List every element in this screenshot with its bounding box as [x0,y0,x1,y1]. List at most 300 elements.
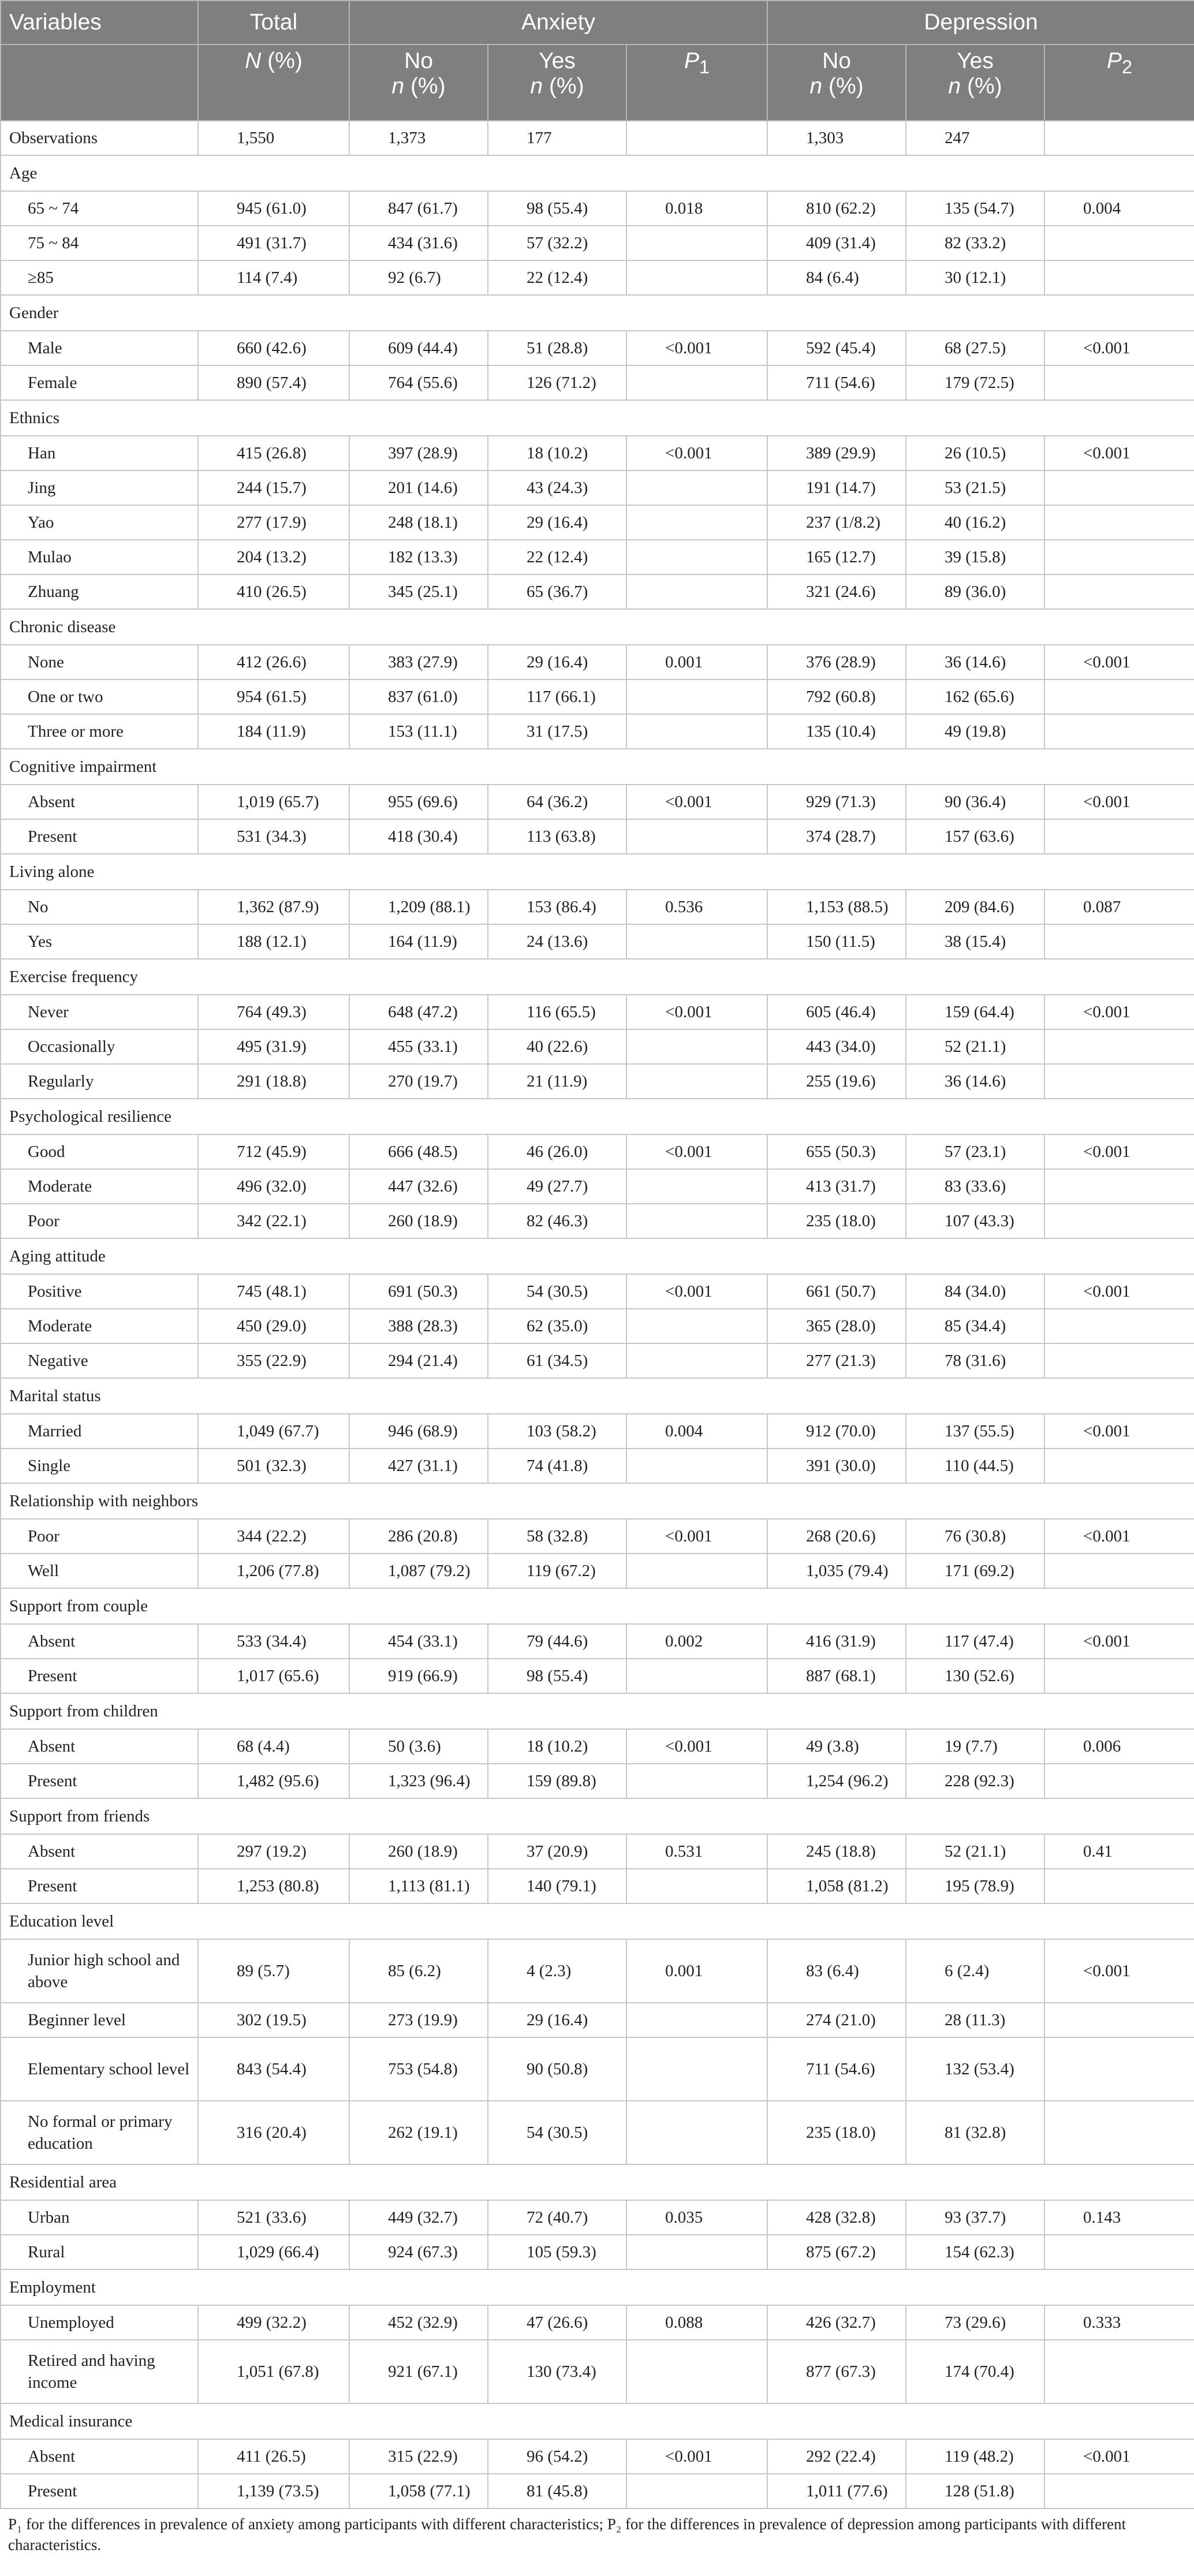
table-cell: 247 [906,121,1044,155]
footnote: P₁ for the differences in prevalence of anxiety among participants with different characteristics; P₂ for the differences in prevalence of depression among participants with different characteristics. [8,2515,1126,2553]
table-row [1,1764,1194,1798]
table-cell: 495 (31.9) [198,1029,349,1064]
table-cell: <0.001 [626,785,767,819]
table-cell: 188 (12.1) [198,924,349,959]
table-cell: 82 (33.2) [906,226,1044,260]
row-label: Jing [1,471,198,505]
table-cell: 745 (48.1) [198,1274,349,1309]
table-row [1,714,1194,749]
table-cell [1044,505,1194,540]
section-header-row [1,1238,1194,1274]
section-header-row [1,2164,1194,2200]
row-label: 65 ~ 74 [1,191,198,226]
table-cell: 268 (20.6) [767,1519,906,1554]
table-cell: 81 (32.8) [906,2101,1044,2164]
table-cell: 29 (16.4) [488,505,626,540]
table-row [1,1939,1194,2003]
table-cell: 113 (63.8) [488,819,626,854]
table-cell: 40 (16.2) [906,505,1044,540]
table-row [1,1274,1194,1309]
table-cell [626,1343,767,1378]
row-label: Absent [1,1624,198,1659]
table-cell: 90 (36.4) [906,785,1044,819]
table-cell: 52 (21.1) [906,1029,1044,1064]
table-cell: 49 (27.7) [488,1169,626,1204]
table-cell: <0.001 [1044,1519,1194,1554]
table-cell: 40 (22.6) [488,1029,626,1064]
table-cell: 6 (2.4) [906,1939,1044,2003]
table-cell: 74 (41.8) [488,1448,626,1483]
table-cell [1044,819,1194,854]
table-cell: 78 (31.6) [906,1343,1044,1378]
table-cell [626,1029,767,1064]
table-cell: 36 (14.6) [906,1064,1044,1099]
row-label: Good [1,1134,198,1169]
row-label: Beginner level [1,2003,198,2037]
table-cell: 321 (24.6) [767,574,906,609]
table-cell: 416 (31.9) [767,1624,906,1659]
table-cell: 1,323 (96.4) [349,1764,488,1798]
table-cell: 1,087 (79.2) [349,1554,488,1588]
table-cell [1044,540,1194,574]
table-row [1,1169,1194,1204]
table-cell: 454 (33.1) [349,1624,488,1659]
table-cell: 174 (70.4) [906,2340,1044,2403]
table-cell: <0.001 [1044,436,1194,471]
table-row [1,365,1194,400]
table-cell: 792 (60.8) [767,680,906,714]
table-cell [626,2474,767,2508]
table-cell: 342 (22.1) [198,1204,349,1238]
table-cell: 24 (13.6) [488,924,626,959]
table-row [1,2305,1194,2340]
table-cell: 412 (26.6) [198,645,349,680]
row-label: Negative [1,1343,198,1378]
table-cell: 890 (57.4) [198,365,349,400]
table-cell: 43 (24.3) [488,471,626,505]
table-row [1,191,1194,226]
section-header-row [1,400,1194,436]
table-cell: 49 (19.8) [906,714,1044,749]
table-cell: 0.088 [626,2305,767,2340]
section-header-row [1,1903,1194,1939]
row-label: Absent [1,1729,198,1764]
table-cell: 0.035 [626,2200,767,2235]
table-cell: 76 (30.8) [906,1519,1044,1554]
table-cell: 355 (22.9) [198,1343,349,1378]
table-cell: 0.018 [626,191,767,226]
table-row [1,1554,1194,1588]
table-cell: 1,206 (77.8) [198,1554,349,1588]
table-cell: 110 (44.5) [906,1448,1044,1483]
table-cell: <0.001 [626,331,767,365]
table-cell [626,1309,767,1343]
table-cell: 847 (61.7) [349,191,488,226]
table-cell: 98 (55.4) [488,1659,626,1693]
table-cell: 501 (32.3) [198,1448,349,1483]
table-cell: 244 (15.7) [198,471,349,505]
section-title: Chronic disease [1,609,1194,645]
section-title: Employment [1,2269,1194,2305]
table-row [1,1834,1194,1869]
row-label: Occasionally [1,1029,198,1064]
table-cell: 1,303 [767,121,906,155]
table-cell: 248 (18.1) [349,505,488,540]
table-row [1,226,1194,260]
row-label: Junior high school and above [1,1939,198,2003]
table-cell: 388 (28.3) [349,1309,488,1343]
table-cell: 274 (21.0) [767,2003,906,2037]
table-cell: 119 (48.2) [906,2439,1044,2474]
section-header-row [1,295,1194,331]
row-label: Unemployed [1,2305,198,2340]
table-cell: 929 (71.3) [767,785,906,819]
table-cell: 54 (30.5) [488,1274,626,1309]
table-cell: 201 (14.6) [349,471,488,505]
table-cell: 51 (28.8) [488,331,626,365]
table-cell: 711 (54.6) [767,2037,906,2101]
section-title: Ethnics [1,400,1194,436]
table-cell: 116 (65.5) [488,995,626,1029]
table-cell: 126 (71.2) [488,365,626,400]
table-cell: 533 (34.4) [198,1624,349,1659]
table-cell: 666 (48.5) [349,1134,488,1169]
table-row [1,331,1194,365]
table-cell: 273 (19.9) [349,2003,488,2037]
table-cell: 83 (6.4) [767,1939,906,2003]
table-cell: 297 (19.2) [198,1834,349,1869]
table-cell: 62 (35.0) [488,1309,626,1343]
table-cell: 954 (61.5) [198,680,349,714]
table-cell: 72 (40.7) [488,2200,626,2235]
header-total: Total [198,1,349,44]
row-label: Retired and having income [1,2340,198,2403]
table-cell [626,1169,767,1204]
table-cell: 887 (68.1) [767,1659,906,1693]
table-cell: 344 (22.2) [198,1519,349,1554]
section-title: Support from couple [1,1588,1194,1624]
section-header-row [1,2403,1194,2439]
table-cell: 413 (31.7) [767,1169,906,1204]
row-label: Yao [1,505,198,540]
table-cell: 491 (31.7) [198,226,349,260]
table-cell [1044,260,1194,295]
table-cell: 764 (49.3) [198,995,349,1029]
table-cell: <0.001 [1044,995,1194,1029]
header-depression-yes: Yes n (%) [906,44,1044,121]
header-anxiety: Anxiety [349,1,767,44]
table-cell: 73 (29.6) [906,2305,1044,2340]
row-label: Rural [1,2235,198,2269]
table-cell [1044,1169,1194,1204]
table-cell: 655 (50.3) [767,1134,906,1169]
table-cell: 128 (51.8) [906,2474,1044,2508]
table-cell: 1,253 (80.8) [198,1869,349,1903]
table-cell: 1,029 (66.4) [198,2235,349,2269]
table-cell [626,471,767,505]
table-cell [1044,1659,1194,1693]
table-cell: 68 (4.4) [198,1729,349,1764]
table-cell: 159 (64.4) [906,995,1044,1029]
row-label: One or two [1,680,198,714]
table-cell: 877 (67.3) [767,2340,906,2403]
table-cell: 427 (31.1) [349,1448,488,1483]
table-cell: 137 (55.5) [906,1414,1044,1448]
section-header-row [1,854,1194,890]
table-row [1,995,1194,1029]
table-row [1,471,1194,505]
table-row [1,2474,1194,2508]
section-title: Exercise frequency [1,959,1194,995]
table-cell [1044,2235,1194,2269]
table-cell: 184 (11.9) [198,714,349,749]
table-row [1,540,1194,574]
table-cell: 711 (54.6) [767,365,906,400]
table-row [1,2439,1194,2474]
section-title: Gender [1,295,1194,331]
table-cell: 592 (45.4) [767,331,906,365]
header-anxiety-no: No n (%) [349,44,488,121]
table-cell: <0.001 [1044,785,1194,819]
table-cell: <0.001 [626,1519,767,1554]
table-cell: 447 (32.6) [349,1169,488,1204]
table-cell: 0.536 [626,890,767,924]
table-cell: <0.001 [626,2439,767,2474]
table-cell: 90 (50.8) [488,2037,626,2101]
table-cell: 105 (59.3) [488,2235,626,2269]
table-cell: 843 (54.4) [198,2037,349,2101]
table-row [1,890,1194,924]
table-row [1,680,1194,714]
table-cell: 660 (42.6) [198,331,349,365]
section-title: Support from friends [1,1798,1194,1834]
table-cell: 89 (5.7) [198,1939,349,2003]
table-cell: 397 (28.9) [349,436,488,471]
table-cell: 270 (19.7) [349,1064,488,1099]
table-row [1,819,1194,854]
table-cell [626,1204,767,1238]
table-cell: 171 (69.2) [906,1554,1044,1588]
table-row [1,436,1194,471]
table-cell: 712 (45.9) [198,1134,349,1169]
table-cell: 837 (61.0) [349,680,488,714]
row-label: Absent [1,2439,198,2474]
table-cell: 1,113 (81.1) [349,1869,488,1903]
table-cell: 521 (33.6) [198,2200,349,2235]
table-cell [626,2101,767,2164]
table-cell: 0.001 [626,645,767,680]
row-label: Married [1,1414,198,1448]
row-label: Well [1,1554,198,1588]
table-cell: 605 (46.4) [767,995,906,1029]
table-row [1,2340,1194,2403]
header-depression-no: No n (%) [767,44,906,121]
table-row [1,1029,1194,1064]
table-cell: 177 [488,121,626,155]
table-cell: 117 (47.4) [906,1624,1044,1659]
table-cell: 28 (11.3) [906,2003,1044,2037]
table-cell: 1,153 (88.5) [767,890,906,924]
section-header-row [1,609,1194,645]
table-cell: 434 (31.6) [349,226,488,260]
table-cell: 0.087 [1044,890,1194,924]
table-cell: 389 (29.9) [767,436,906,471]
table-cell: 924 (67.3) [349,2235,488,2269]
table-cell [1044,2474,1194,2508]
table-cell: 83 (33.6) [906,1169,1044,1204]
table-cell: 0.004 [626,1414,767,1448]
table-cell [626,924,767,959]
table-cell [626,1659,767,1693]
table-cell: 119 (67.2) [488,1554,626,1588]
table-cell: 499 (32.2) [198,2305,349,2340]
table-cell: 18 (10.2) [488,1729,626,1764]
row-label: Present [1,1659,198,1693]
table-cell [1044,226,1194,260]
table-cell: 452 (32.9) [349,2305,488,2340]
table-cell: 96 (54.2) [488,2439,626,2474]
table-cell: 29 (16.4) [488,645,626,680]
table-cell: 0.143 [1044,2200,1194,2235]
section-title: Medical insurance [1,2403,1194,2439]
table-cell: <0.001 [1044,1624,1194,1659]
table-cell: 153 (11.1) [349,714,488,749]
table-cell: 383 (27.9) [349,645,488,680]
table-cell: 36 (14.6) [906,645,1044,680]
table-cell: 1,049 (67.7) [198,1414,349,1448]
table-cell: 26 (10.5) [906,436,1044,471]
table-cell: 0.001 [626,1939,767,2003]
table-cell: 1,254 (96.2) [767,1764,906,1798]
table-cell: 316 (20.4) [198,2101,349,2164]
table-cell: 54 (30.5) [488,2101,626,2164]
table-cell: <0.001 [1044,1134,1194,1169]
table-cell [1044,2340,1194,2403]
table-cell: 84 (6.4) [767,260,906,295]
table-cell: 61 (34.5) [488,1343,626,1378]
table-cell: 661 (50.7) [767,1274,906,1309]
row-label: Absent [1,785,198,819]
table-cell: 1,373 [349,121,488,155]
table-cell [626,121,767,155]
row-label: Yes [1,924,198,959]
section-header-row [1,2269,1194,2305]
row-label: Present [1,819,198,854]
table-cell: 449 (32.7) [349,2200,488,2235]
table-cell: 204 (13.2) [198,540,349,574]
table-cell: <0.001 [1044,331,1194,365]
table-cell: 85 (34.4) [906,1309,1044,1343]
table-cell: 29 (16.4) [488,2003,626,2037]
table-cell: 4 (2.3) [488,1939,626,2003]
table-cell [1044,471,1194,505]
table-cell: 443 (34.0) [767,1029,906,1064]
table-cell: 302 (19.5) [198,2003,349,2037]
table-cell: 22 (12.4) [488,260,626,295]
table-cell [626,540,767,574]
table-cell: 38 (15.4) [906,924,1044,959]
table-cell: <0.001 [1044,1414,1194,1448]
table-cell [626,2037,767,2101]
table-cell: 0.41 [1044,1834,1194,1869]
table-cell: 753 (54.8) [349,2037,488,2101]
table-row [1,645,1194,680]
header-variables: Variables [1,1,198,44]
table-cell [1044,714,1194,749]
section-title: Aging attitude [1,1238,1194,1274]
table-cell: 294 (21.4) [349,1343,488,1378]
table-cell: <0.001 [626,995,767,1029]
table-cell [626,714,767,749]
table-cell [1044,1554,1194,1588]
table-cell: 165 (12.7) [767,540,906,574]
table-cell: 955 (69.6) [349,785,488,819]
table-cell: 150 (11.5) [767,924,906,959]
table-cell [626,1448,767,1483]
header-anxiety-yes: Yes n (%) [488,44,626,121]
section-title: Cognitive impairment [1,749,1194,785]
table-cell: 179 (72.5) [906,365,1044,400]
table-row [1,1414,1194,1448]
section-header-row [1,1798,1194,1834]
observations-label: Observations [1,121,198,155]
row-label: Han [1,436,198,471]
table-cell: <0.001 [626,1274,767,1309]
table-cell [626,1764,767,1798]
table-row [1,785,1194,819]
table-cell: 85 (6.2) [349,1939,488,2003]
table-cell: 365 (28.0) [767,1309,906,1343]
table-row [1,1624,1194,1659]
table-cell [1044,365,1194,400]
table-row [1,1134,1194,1169]
table-cell: <0.001 [626,436,767,471]
row-label: Moderate [1,1309,198,1343]
table-cell: 39 (15.8) [906,540,1044,574]
table-row [1,1343,1194,1378]
table-cell [1044,2037,1194,2101]
table-cell: 418 (30.4) [349,819,488,854]
table-cell [1044,924,1194,959]
table-cell: 57 (23.1) [906,1134,1044,1169]
section-header-row [1,749,1194,785]
table-cell: 68 (27.5) [906,331,1044,365]
section-title: Age [1,155,1194,191]
table-row [1,2003,1194,2037]
table-cell: 0.002 [626,1624,767,1659]
header-total-n: N (%) [198,44,349,121]
table-cell: <0.001 [626,1134,767,1169]
table-cell: 103 (58.2) [488,1414,626,1448]
table-cell: 0.531 [626,1834,767,1869]
table-cell: 1,011 (77.6) [767,2474,906,2508]
section-title: Living alone [1,854,1194,890]
table-row [1,2235,1194,2269]
table-cell: 19 (7.7) [906,1729,1044,1764]
table-cell: <0.001 [626,1729,767,1764]
section-header-row [1,1483,1194,1519]
row-label: Positive [1,1274,198,1309]
table-cell: 153 (86.4) [488,890,626,924]
table-cell: 450 (29.0) [198,1309,349,1343]
table-cell [626,819,767,854]
table-cell: 496 (32.0) [198,1169,349,1204]
header-depression: Depression [767,1,1194,44]
table-row [1,1064,1194,1099]
table-cell: 117 (66.1) [488,680,626,714]
row-label: Present [1,1764,198,1798]
row-label: Urban [1,2200,198,2235]
